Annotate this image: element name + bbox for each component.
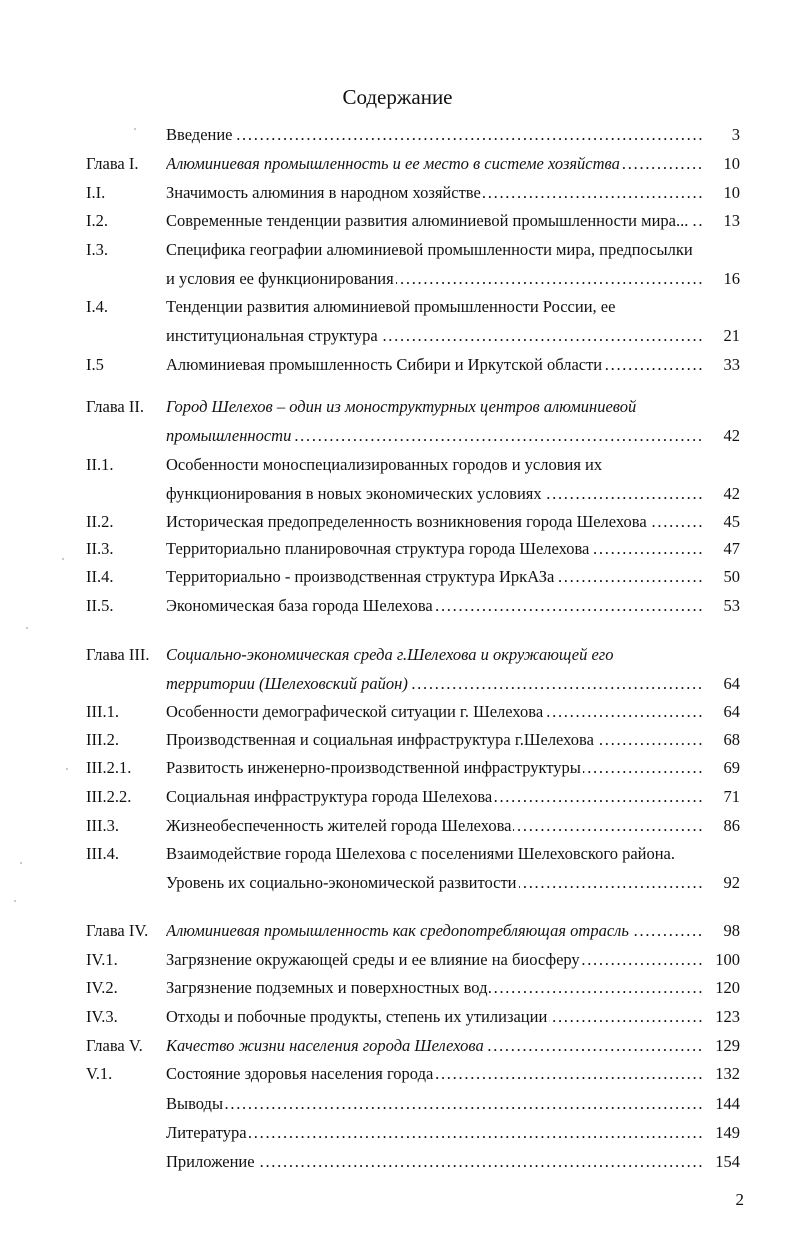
toc-entry-title[interactable] [166, 238, 702, 262]
toc-entry-title-text: Значимость алюминия в народном хозяйстве [166, 183, 481, 202]
toc-entry-number: II.3. [86, 539, 114, 558]
toc-entry-page: 69 [723, 758, 740, 777]
toc-entry-title[interactable] [166, 1034, 702, 1058]
toc-entry-number: II.4. [86, 567, 114, 586]
toc-entry-title-text: Приложение [166, 1152, 255, 1171]
toc-entry-title-text: Экономическая база города Шелехова [166, 596, 433, 615]
toc-entry-title[interactable] [166, 700, 702, 724]
toc-entry-title-text: Выводы [166, 1094, 224, 1113]
toc-entry-title-text: Загрязнение окружающей среды и ее влияние на биосферу [166, 950, 580, 969]
toc-entry-title-text: промышленности [166, 425, 292, 445]
toc-entry-number: III.1. [86, 702, 119, 721]
toc-entry-title[interactable] [166, 324, 702, 348]
toc-entry-number: IV.2. [86, 978, 118, 997]
toc-entry-number: Глава III. [86, 645, 150, 664]
toc-entry-title[interactable] [166, 672, 702, 696]
toc-entry-page: 33 [723, 355, 740, 374]
toc-entry-title-text: Территориально - производственная структура ИркАЗа [166, 567, 555, 586]
toc-entry-title-text: Территориально планировочная структура города Шелехова [166, 539, 590, 558]
toc-entry-title-text: Загрязнение подземных и поверхностных вод [166, 978, 488, 997]
toc-entry-title[interactable] [166, 1121, 702, 1145]
toc-entry-page: 129 [715, 1036, 740, 1055]
toc-entry-title-text: Производственная и социальная инфраструктура г.Шелехова [166, 730, 594, 749]
toc-entry-title-text: институциональная структура [166, 325, 378, 345]
toc-entry-title[interactable] [166, 871, 702, 895]
toc-entry-title-text: Специфика географии алюминиевой промышленности мира, предпосылки [166, 240, 693, 259]
toc-entry-number: IV.1. [86, 950, 118, 969]
toc-entry-number: III.2. [86, 730, 119, 749]
toc-entry-number: I.5 [86, 355, 104, 374]
toc-entry-title-text: Тенденции развития алюминиевой промышленности России, ее [166, 297, 616, 316]
toc-entry-page: 149 [715, 1123, 740, 1142]
toc-entry-title-text: территории (Шелеховский район) [166, 673, 408, 693]
toc-entry-title-text: Качество жизни населения города Шелехова [166, 1036, 484, 1055]
toc-entry-number [86, 1121, 166, 1145]
toc-entry-number [86, 1092, 166, 1116]
toc-entry-title-text: Литература [166, 1123, 247, 1142]
toc-entry-title[interactable] [166, 842, 702, 866]
toc-entry-page: 68 [723, 730, 740, 749]
toc-entry-page: 64 [723, 702, 740, 721]
toc-entry-title[interactable] [166, 976, 702, 1000]
toc-entry-title[interactable] [166, 295, 702, 319]
toc-entry-title-text: Состояние здоровья населения города [166, 1064, 434, 1083]
toc-entry-number [86, 1150, 166, 1174]
toc-entry-title[interactable] [166, 209, 702, 233]
toc-entry-title[interactable] [166, 1062, 702, 1086]
toc-entry-title-text: Жизнеобеспеченность жителей города Шелехова [166, 816, 512, 835]
toc-entry-title-text: Алюминиевая промышленность и ее место в системе хозяйства [166, 154, 620, 173]
scan-speck [134, 128, 136, 130]
toc-entry-title-text: Особенности демографической ситуации г. Шелехова [166, 702, 544, 721]
toc-entry-number: Глава V. [86, 1036, 143, 1055]
toc-entry-number: Глава IV. [86, 921, 149, 940]
toc-entry-page: 3 [731, 125, 740, 144]
toc-entry-number: II.2. [86, 512, 114, 531]
toc-entry-page: 45 [723, 512, 740, 531]
toc-entry-title[interactable] [166, 728, 702, 752]
page-title: Содержание [342, 85, 453, 109]
toc-entry-number [86, 123, 166, 147]
toc-entry-page: 42 [723, 425, 740, 445]
toc-entry-title[interactable] [166, 537, 702, 561]
toc-entry-title-text: Современные тенденции развития алюминиевой промышленности мира... [166, 211, 689, 230]
toc-entry-page: 47 [723, 539, 740, 558]
toc-entry-page: 144 [715, 1094, 740, 1113]
toc-entry-title-text: Отходы и побочные продукты, степень их утилизации [166, 1007, 548, 1026]
toc-entry-title[interactable] [166, 181, 702, 205]
toc-entry-number: I.4. [86, 297, 108, 316]
toc-entry-title[interactable] [166, 565, 702, 589]
toc-entry-number: I.2. [86, 211, 108, 230]
toc-entry-title[interactable] [166, 919, 702, 943]
toc-entry-title[interactable] [166, 453, 702, 477]
toc-entry-title-text: Социальная инфраструктура города Шелехова [166, 787, 493, 806]
toc-entry-title-text: Город Шелехов – один из моноструктурных центров алюминиевой [166, 397, 637, 416]
toc-entry-title-text: Уровень их социально-экономической развитости [166, 872, 517, 892]
scan-speck [66, 768, 68, 770]
toc-entry-title[interactable] [166, 814, 702, 838]
toc-entry-title[interactable] [166, 1150, 702, 1174]
toc-entry-title[interactable] [166, 152, 702, 176]
toc-entry-page: 50 [723, 567, 740, 586]
toc-entry-page: 42 [723, 483, 740, 503]
toc-entry-title[interactable] [166, 510, 702, 534]
toc-entry-title[interactable] [166, 482, 702, 506]
toc-entry-page: 13 [723, 211, 740, 230]
toc-entry-title[interactable] [166, 267, 702, 291]
toc-entry-title[interactable] [166, 353, 702, 377]
toc-entry-page: 10 [723, 154, 740, 173]
toc-entry-page: 16 [723, 268, 740, 288]
toc-entry-number: III.2.2. [86, 787, 132, 806]
toc-entry-page: 120 [715, 978, 740, 997]
toc-entry-page: 100 [715, 950, 740, 969]
toc-entry-page: 71 [723, 787, 740, 806]
toc-entry-title-text: и условия ее функционирования [166, 268, 394, 288]
toc-entry-number: V.1. [86, 1064, 113, 1083]
toc-entry-page: 92 [723, 872, 740, 892]
toc-entry-number: II.5. [86, 596, 114, 615]
page-number: 2 [735, 1190, 744, 1209]
toc-entry-title-text: Введение [166, 125, 233, 144]
toc-entry-title-text: Алюминиевая промышленность Сибири и Иркутской области [166, 355, 603, 374]
scan-speck [26, 627, 28, 629]
toc-entry-title-text: Историческая предопределенность возникновения города Шелехова [166, 512, 647, 531]
toc-entry-number: III.4. [86, 844, 119, 863]
scan-speck [14, 900, 16, 902]
toc-entry-page: 86 [723, 816, 740, 835]
toc-entry-title[interactable] [166, 756, 702, 780]
toc-entry-title-text: Алюминиевая промышленность как средопотребляющая отрасль [166, 921, 629, 940]
toc-entry-page: 64 [723, 673, 740, 693]
toc-entry-page: 154 [715, 1152, 740, 1171]
toc-entry-number: Глава II. [86, 397, 144, 416]
toc-entry-title-text: Взаимодействие города Шелехова с поселениями Шелеховского района. [166, 844, 676, 863]
toc-entry-title-text: Развитость инженерно-производственной инфраструктуры [166, 758, 581, 777]
toc-entry-number: IV.3. [86, 1007, 118, 1026]
scan-speck [20, 862, 22, 864]
toc-entry-title[interactable] [166, 1092, 702, 1116]
toc-entry-title-text: Особенности моноспециализированных городов и условия их [166, 455, 603, 474]
toc-entry-page: 132 [715, 1064, 740, 1083]
toc-entry-number: III.2.1. [86, 758, 132, 777]
scan-speck [62, 558, 64, 560]
toc-entry-page: 98 [723, 921, 740, 940]
toc-entry-number: III.3. [86, 816, 119, 835]
toc-entry-page: 123 [715, 1007, 740, 1026]
toc-entry-number: I.3. [86, 240, 108, 259]
toc-entry-title-text: Социально-экономическая среда г.Шелехова и окружающей его [166, 645, 614, 664]
toc-entry-title[interactable] [166, 395, 702, 419]
toc-entry-page: 10 [723, 183, 740, 202]
toc-entry-title[interactable] [166, 1005, 702, 1029]
toc-entry-number: Глава I. [86, 154, 139, 173]
toc-entry-title[interactable] [166, 594, 702, 618]
toc-entry-title[interactable] [166, 123, 702, 147]
toc-entry-number: I.I. [86, 183, 106, 202]
toc-entry-number: II.1. [86, 455, 114, 474]
toc-entry-title[interactable] [166, 424, 702, 448]
toc-entry-title-text: функционирования в новых экономических условиях [166, 483, 542, 503]
toc-entry-title[interactable] [166, 785, 702, 809]
toc-entry-title[interactable] [166, 948, 702, 972]
toc-entry-page: 21 [723, 325, 740, 345]
toc-entry-page: 53 [723, 596, 740, 615]
toc-entry-title[interactable] [166, 643, 702, 667]
